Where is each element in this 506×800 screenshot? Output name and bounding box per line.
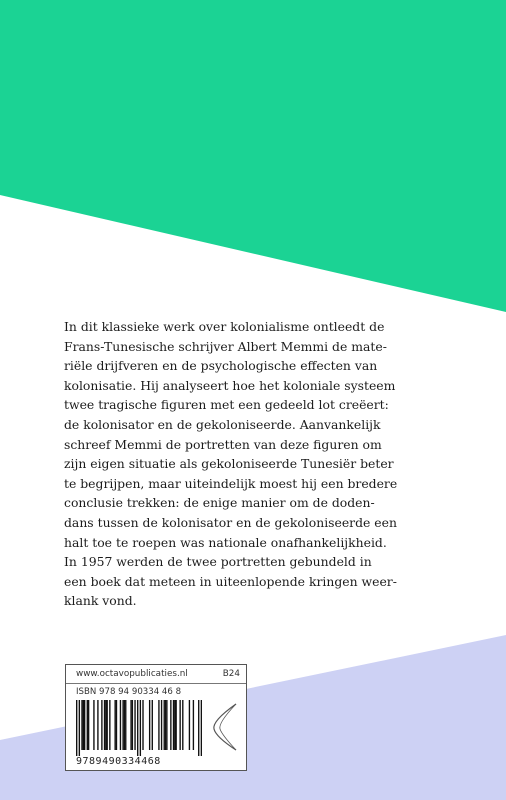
isbn-text: ISBN 978 94 90334 46 8 <box>76 687 182 697</box>
blurb-line: halt toe te roepen was nationale onafhankelijkheid. <box>64 534 387 550</box>
barcode-bar <box>130 700 131 750</box>
blurb-line: te begrijpen, maar uiteindelijk moest hij een bredere <box>64 475 398 491</box>
barcode-bar <box>125 700 126 750</box>
barcode-bar <box>170 700 171 750</box>
blurb-line: de kolonisator en de gekoloniseerde. Aanvankelijk <box>64 416 381 432</box>
barcode-bar <box>81 700 82 750</box>
barcode-bar <box>109 700 110 750</box>
blurb-line: kolonisatie. Hij analyseert hoe het koloniale systeem <box>64 377 396 393</box>
blurb-line: In 1957 werden de twee portretten gebundeld in <box>64 554 372 570</box>
barcode-bar <box>173 700 174 750</box>
blurb-line: riële drijfveren en de psychologische effecten van <box>64 358 378 374</box>
barcode-bar <box>87 700 88 750</box>
barcode-bar <box>152 700 153 750</box>
barcode-bar <box>114 700 115 750</box>
blurb-line: conclusie trekken: de enige manier om de doden- <box>64 495 375 511</box>
barcode-bar <box>201 700 202 756</box>
barcode-bar <box>137 700 138 756</box>
barcode-bar <box>104 700 105 750</box>
barcode-bar <box>116 700 117 750</box>
barcode-bar <box>158 700 159 750</box>
blurb-line: schreef Memmi de portretten van deze figuren om <box>64 436 382 452</box>
green-shape <box>0 0 506 312</box>
barcode-bar <box>164 700 165 750</box>
barcode-bars <box>76 700 202 756</box>
barcode-bar <box>140 700 141 756</box>
barcode-bar <box>97 700 98 750</box>
barcode-bar <box>149 700 150 750</box>
barcode-bar <box>174 700 175 750</box>
barcode-bar <box>107 700 108 750</box>
barcode-bar <box>84 700 85 750</box>
blurb-line: zijn eigen situatie als gekoloniseerde Tunesiër beter <box>64 456 394 472</box>
barcode-bar <box>120 700 121 750</box>
barcode-bar <box>79 700 80 756</box>
barcode-bar <box>198 700 199 756</box>
barcode-bar <box>122 700 123 750</box>
blurb-line: dans tussen de kolonisator en de gekoloniseerde een <box>64 514 397 530</box>
barcode-bar <box>76 700 77 756</box>
barcode-bar <box>88 700 89 750</box>
barcode-bar <box>105 700 106 750</box>
blurb-line: een boek dat meteen in uiteenlopende kringen weer- <box>64 573 397 589</box>
barcode-bar <box>83 700 84 750</box>
barcode-bar <box>166 700 167 750</box>
barcode-bar <box>124 700 125 750</box>
blurb-line: twee tragische figuren met een gedeeld lot creëert: <box>64 397 389 413</box>
barcode-bar <box>193 700 194 750</box>
barcode-digits: 9789490334468 <box>76 756 161 767</box>
barcode-bar <box>142 700 143 750</box>
barcode-bar <box>182 700 183 750</box>
barcode-bar <box>134 700 135 750</box>
category-code: B24 <box>222 669 240 679</box>
publisher-url: www.octavopublicaties.nl <box>76 669 188 679</box>
barcode-bar <box>165 700 166 750</box>
barcode-bar <box>189 700 190 750</box>
barcode-bar <box>93 700 94 750</box>
label-divider <box>66 683 246 684</box>
blurb-line: klank vond. <box>64 593 137 609</box>
barcode-bar <box>101 700 102 750</box>
barcode-bar <box>179 700 180 750</box>
barcode-bar <box>175 700 176 750</box>
barcode-bar <box>161 700 162 750</box>
back-cover-blurb <box>64 317 404 611</box>
blurb-line: Frans-Tunesische schrijver Albert Memmi de mate- <box>64 338 387 354</box>
barcode-bar <box>132 700 133 750</box>
publisher-logo-icon <box>206 701 240 753</box>
blurb-line: In dit klassieke werk over kolonialisme ontleedt de <box>64 319 385 334</box>
barcode-label <box>65 664 247 771</box>
